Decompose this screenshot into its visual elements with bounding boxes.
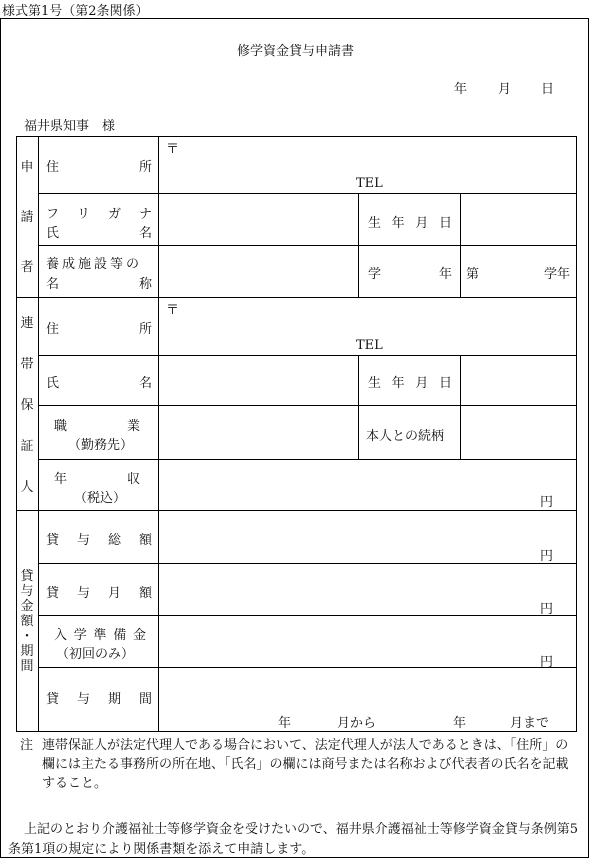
page-title: 修学資金貸与申請書 [236,44,354,59]
date-day-field[interactable]: 日 [541,82,555,97]
guarantor-address-field[interactable] [159,298,575,354]
guarantor-name-label: 氏 名 [46,376,152,391]
applicant-school-field[interactable] [159,246,357,296]
guarantor-income-yen: 円 [540,495,554,510]
loan-entrance-sub: （初回のみ） [56,647,135,662]
loan-period-start-year: 年 [278,716,292,731]
applicant-grade-field[interactable]: 第 学年 [466,267,570,282]
applicant-group-label: 申 請 者 [20,159,34,275]
applicant-postal-mark: 〒 [166,142,180,157]
loan-period-start-month: 月から [337,716,377,731]
applicant-school-label: 養成施設等の [46,257,143,272]
date-year-field[interactable]: 年 [454,82,468,97]
applicant-address-field[interactable] [159,137,575,192]
guarantor-birth-field[interactable] [461,356,575,404]
guarantor-group-label: 連 帯 保 証 人 [20,316,34,495]
date-month-field[interactable]: 月 [498,82,512,97]
applicant-tel-label: TEL [356,176,383,191]
loan-group-label: 貸 与 金 額 ・ 期 間 [20,568,34,674]
application-table [16,136,577,732]
loan-entrance-field[interactable] [159,616,575,666]
note-text: 連帯保証人が法定代理人である場合において、法定代理人が法人であるときは、「住所」の欄には主たる事務所の所在地、「氏名」の欄には商号または名称および代表者の氏名を記載すること。 [42,738,569,791]
guarantor-income-field[interactable] [159,460,575,509]
applicant-grade-label: 学 年 [368,267,452,282]
note-mark: 注 [20,738,34,753]
guarantor-income-sub: （税込） [74,491,127,506]
guarantor-birth-label: 生 年 月 日 [368,376,452,391]
loan-entrance-yen: 円 [540,655,554,670]
loan-period-end-year: 年 [453,716,467,731]
guarantor-relation-field[interactable] [461,406,575,458]
guarantor-job-label: 職 業 [54,419,140,434]
guarantor-name-field[interactable] [159,356,357,404]
guarantor-job-sub: （勤務先） [68,438,134,453]
guarantor-tel-label: TEL [356,338,383,353]
applicant-birth-label: 生 年 月 日 [368,216,452,231]
loan-monthly-label: 貸 与 月 額 [46,586,152,601]
loan-monthly-field[interactable] [159,564,575,614]
applicant-furigana-label: フ リ ガ ナ [46,207,152,222]
loan-total-label: 貸 与 総 額 [46,533,152,548]
loan-total-yen: 円 [540,549,554,564]
loan-total-field[interactable] [159,511,575,562]
applicant-name-field[interactable] [159,194,357,244]
addressee: 福井県知事 様 [24,119,116,134]
guarantor-postal-mark: 〒 [166,303,180,318]
guarantor-address-label: 住 所 [46,322,152,337]
footer-statement: 上記のとおり介護福祉士等修学資金を受けたいので、福井県介護福祉士等修学資金貸与条例第5条第1項の規定により関係書類を添えて申請します。 [8,822,579,857]
loan-period-label: 貸 与 期 間 [46,692,152,707]
guarantor-relation-label: 本人との続柄 [366,429,445,444]
applicant-name-label: 氏 名 [46,226,152,241]
loan-entrance-label: 入 学 準 備 金 [54,628,146,643]
loan-period-end-month: 月まで [510,716,550,731]
applicant-birth-field[interactable] [461,194,575,244]
form-number-label: 様式第1号（第2条関係） [2,4,149,19]
applicant-school-label-2: 名 称 [46,277,152,292]
loan-monthly-yen: 円 [540,602,554,617]
guarantor-income-label: 年 収 [54,472,140,487]
applicant-address-label: 住 所 [46,160,152,175]
guarantor-job-field[interactable] [159,406,357,458]
